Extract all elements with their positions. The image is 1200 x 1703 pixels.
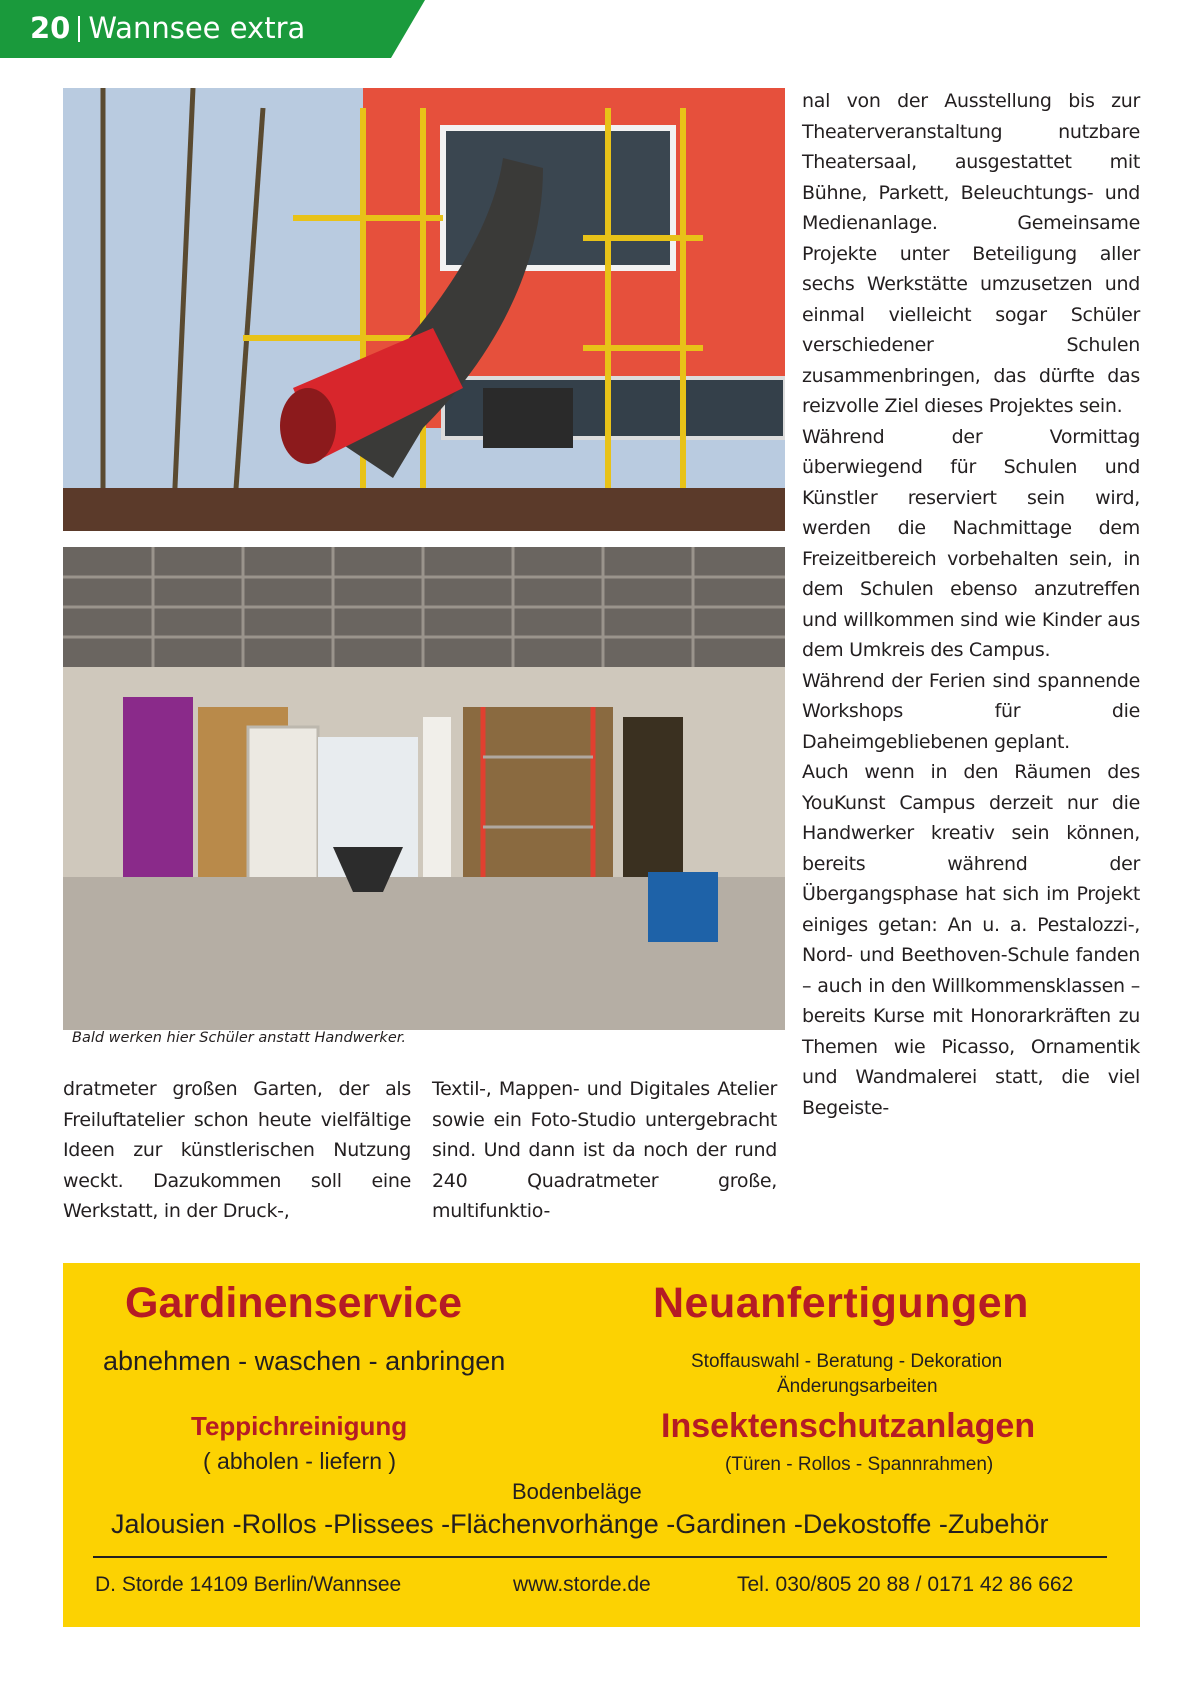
section-header	[30, 11, 305, 45]
page-number: 20	[30, 11, 71, 45]
scaffolding-facade-photo	[63, 88, 785, 531]
ad-address: D. Storde 14109 Berlin/Wannsee	[95, 1573, 402, 1596]
ad-website: www.storde.de	[513, 1573, 651, 1596]
article-column-left	[63, 1074, 411, 1227]
article-paragraph: Auch wenn in den Räumen des YouKunst Campus derzeit nur die Handwerker kreativ sein können, bereits während der Übergangsphase hat sich im Projekt einiges getan: An u. a. Pestalozzi-, Nord- und Beethoven-Schule fanden – auch in den Willkommensklassen – bereits Kurse mit Honorarkräften zu Themen wie Picasso, Ornamentik und Wandmalerei statt, die viel Begeiste-	[802, 761, 1140, 1119]
ad-service-line: abnehmen - waschen - anbringen	[103, 1346, 506, 1376]
ad-divider	[93, 1556, 1107, 1558]
header-separator	[78, 16, 80, 42]
renovation-interior-photo	[63, 547, 785, 1030]
article-paragraph: Während der Vormittag überwiegend für Schulen und Künstler reserviert sein wird, werden die Nachmittage dem Freizeitbereich vorbehalten sein, in dem Schulen ebenso anzutreffen und willkommen sind wie Kinder aus dem Umkreis des Campus.	[802, 425, 1140, 661]
ad-product-line: Jalousien -Rollos -Plissees -Flächenvorhänge -Gardinen -Dekostoffe -Zubehör	[111, 1509, 1049, 1539]
ad-abholen-liefern: ( abholen - liefern )	[203, 1448, 397, 1474]
article-paragraph: dratmeter großen Garten, der als Freiluftatelier schon heute vielfältige Ideen zur künstlerischen Nutzung weckt. Dazukommen soll eine Werkstatt, in der Druck-,	[63, 1078, 411, 1222]
ad-phone: Tel. 030/805 20 88 / 0171 42 86 662	[737, 1573, 1074, 1596]
ad-teppichreinigung: Teppichreinigung	[191, 1411, 408, 1441]
renovation-interior-illustration	[63, 547, 785, 1030]
ad-stoffauswahl: Stoffauswahl - Beratung - Dekoration	[691, 1351, 1003, 1372]
article-paragraph: nal von der Ausstellung bis zur Theaterveranstaltung nutzbare Theatersaal, ausgestattet mit Bühne, Parkett, Beleuchtungs- und Medienanlage. Gemeinsame Projekte unter Beteiligung aller sechs Werkstätte umzusetzen und einmal vielleicht sogar Schüler verschiedener Schulen zusammenbringen, das dürfte das reizvolle Ziel dieses Projektes sein.	[802, 90, 1140, 417]
scaffolding-facade-illustration	[63, 88, 785, 531]
article-paragraph: Während der Ferien sind spannende Workshops für die Daheimgebliebenen geplant.	[802, 669, 1140, 753]
section-title: Wannsee extra	[88, 11, 306, 45]
article-paragraph: Textil-, Mappen- und Digitales Atelier sowie ein Foto-Studio untergebracht sind. Und dann ist da noch der rund 240 Quadratmeter große, multifunktio-	[432, 1078, 777, 1222]
ad-headline-gardinenservice: Gardinenservice	[125, 1279, 463, 1327]
ad-bodenbelaege: Bodenbeläge	[512, 1479, 642, 1504]
ad-tueren-rollos: (Türen - Rollos - Spannrahmen)	[725, 1454, 994, 1475]
ad-insektenschutz: Insektenschutzanlagen	[661, 1407, 1036, 1445]
article-column-right	[802, 86, 1140, 1123]
gardinenservice-advertisement	[63, 1263, 1140, 1627]
photo-caption: Bald werken hier Schüler anstatt Handwerker.	[72, 1030, 406, 1046]
ad-headline-neuanfertigungen: Neuanfertigungen	[653, 1279, 1029, 1327]
article-column-middle	[432, 1074, 777, 1227]
ad-aenderungsarbeiten: Änderungsarbeiten	[777, 1376, 938, 1397]
